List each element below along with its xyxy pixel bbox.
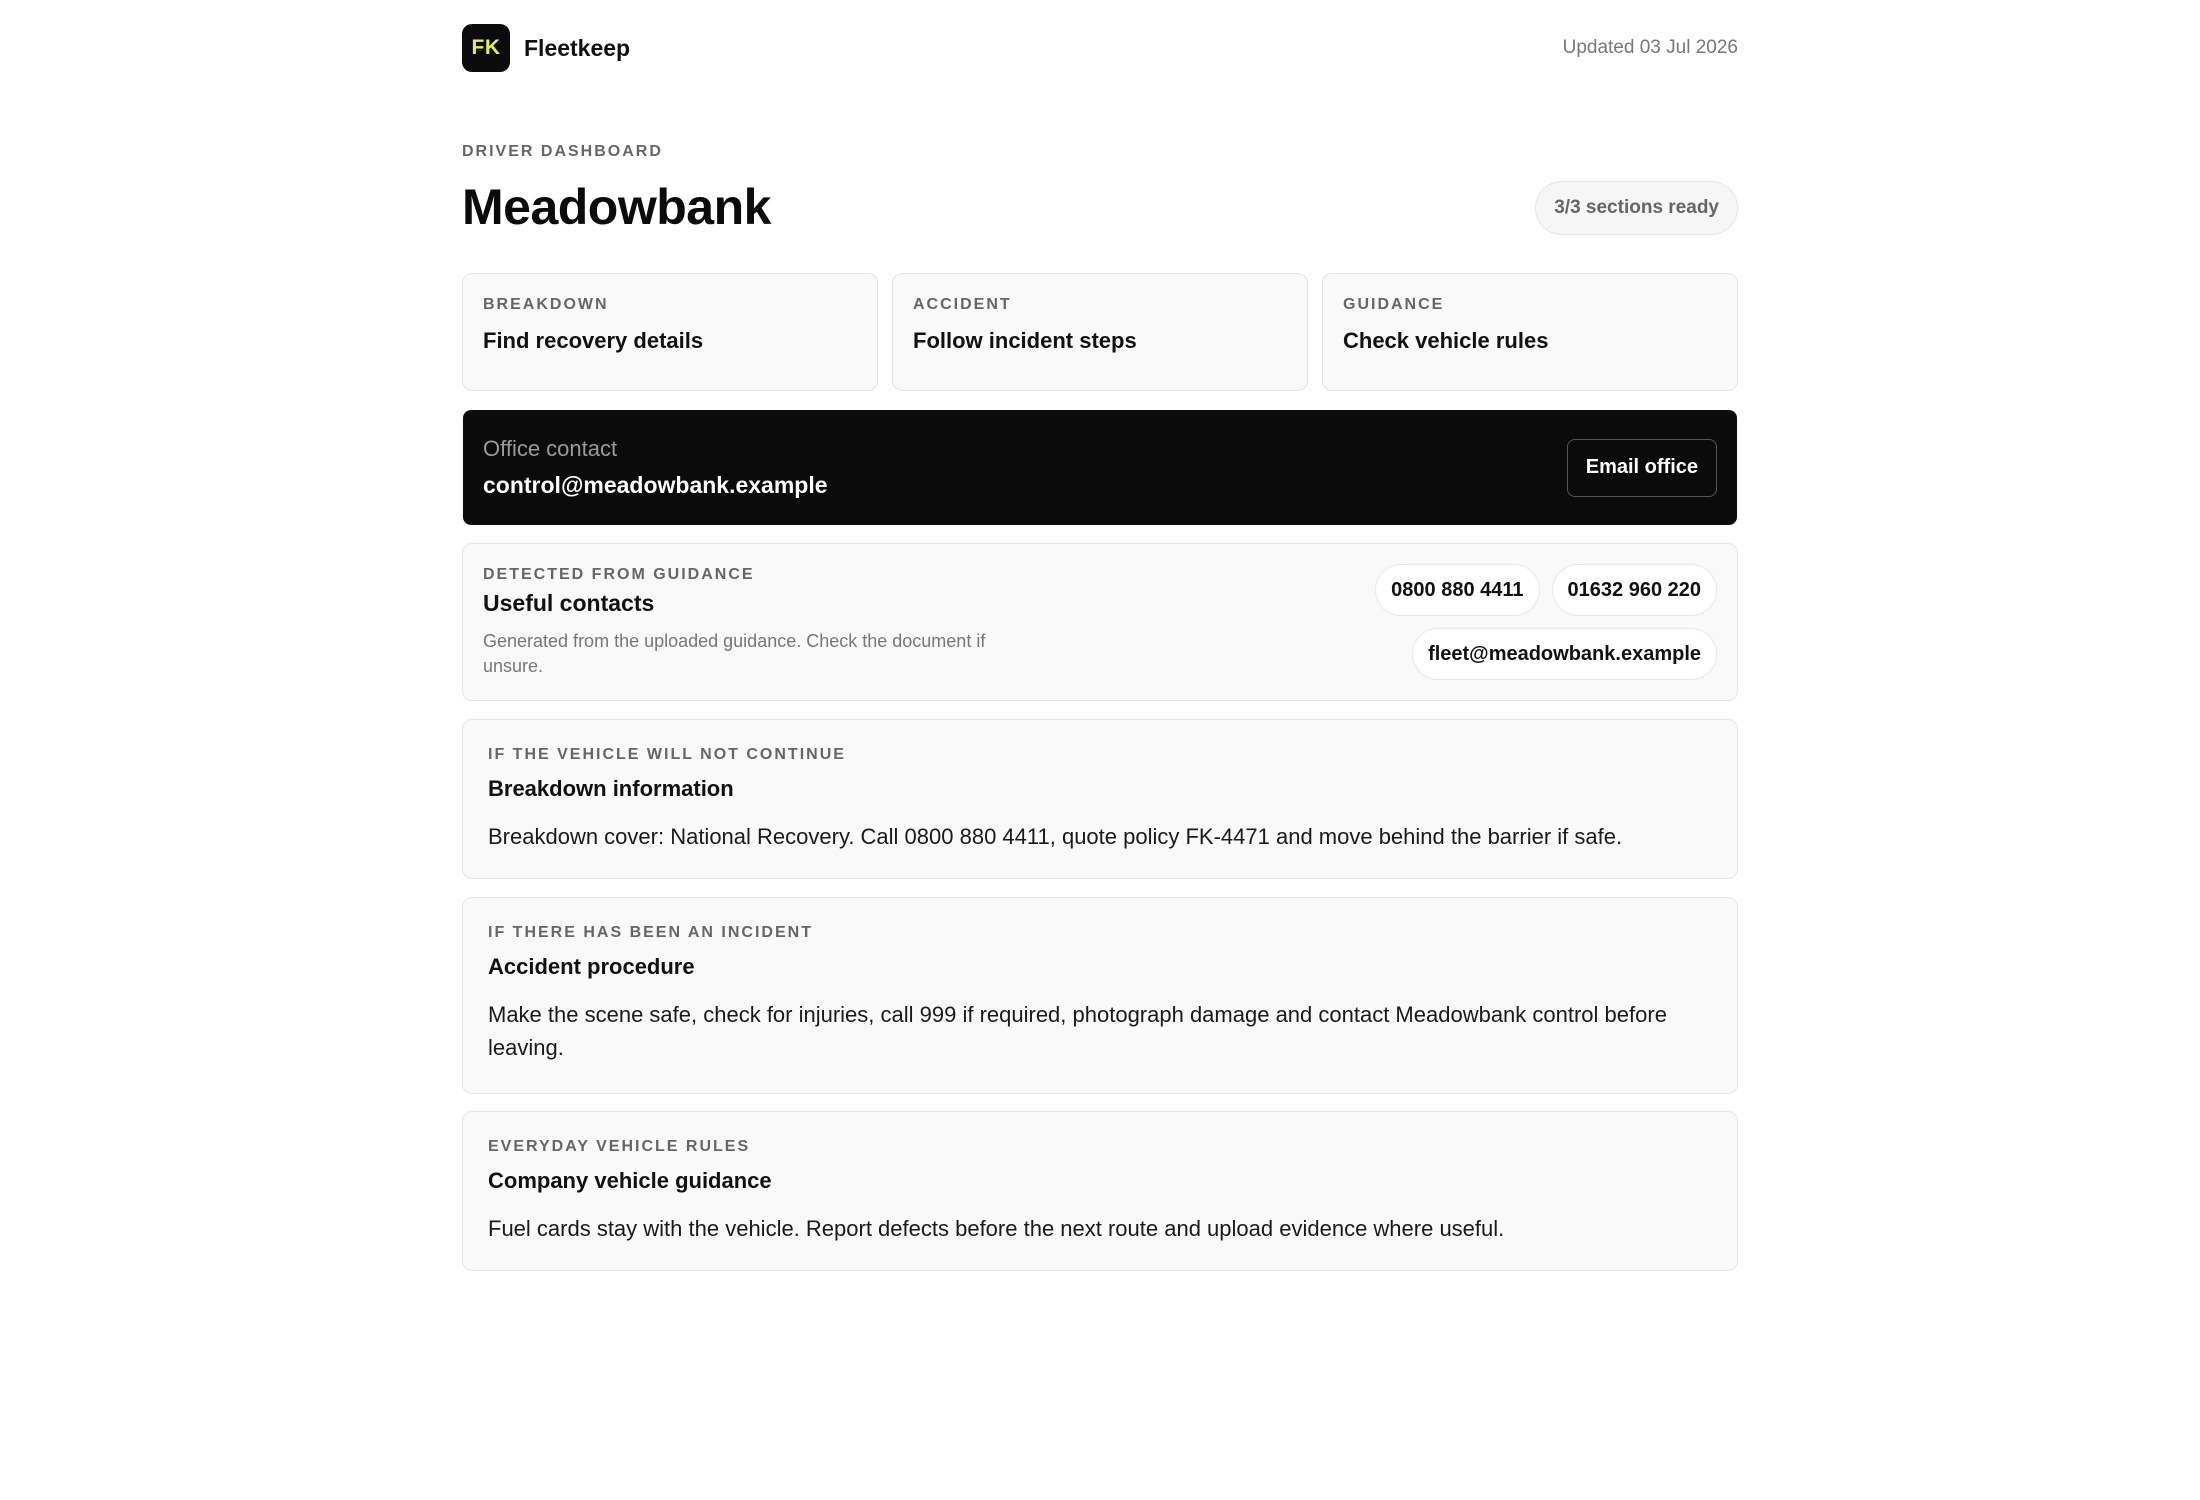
section-title: Company vehicle guidance — [488, 1168, 772, 1193]
sections-ready-badge: 3/3 sections ready — [1535, 181, 1738, 235]
office-contact-email: control@meadowbank.example — [483, 472, 828, 498]
brand-name: Fleetkeep — [524, 34, 631, 61]
section-title: Accident procedure — [488, 954, 695, 979]
section-eyebrow: IF THE VEHICLE WILL NOT CONTINUE — [488, 746, 846, 763]
useful-contacts-eyebrow: DETECTED FROM GUIDANCE — [483, 566, 755, 583]
email-office-button[interactable]: Email office — [1567, 439, 1717, 497]
fleetkeep-logo: FK — [462, 24, 510, 72]
section-eyebrow: IF THERE HAS BEEN AN INCIDENT — [488, 924, 813, 941]
card-accident[interactable] — [892, 273, 1308, 391]
section-accident-procedure — [462, 897, 1738, 1094]
brand[interactable] — [462, 24, 630, 72]
contact-chip-email[interactable]: fleet@meadowbank.example — [1412, 628, 1717, 680]
contact-chip-phone-recovery[interactable]: 0800 880 4411 — [1375, 564, 1539, 616]
card-eyebrow: GUIDANCE — [1343, 296, 1445, 313]
section-body: Breakdown cover: National Recovery. Call 0800 880 4411, quote policy FK-4471 and move behind the barrier if safe. — [488, 824, 1623, 849]
card-eyebrow: ACCIDENT — [913, 296, 1012, 313]
useful-contacts-panel — [462, 543, 1738, 701]
page-eyebrow: DRIVER DASHBOARD — [462, 143, 663, 160]
top-bar — [462, 24, 1738, 72]
card-title: Find recovery details — [483, 328, 704, 353]
section-company-vehicle-guidance — [462, 1111, 1738, 1271]
useful-contacts-description: Generated from the uploaded guidance. Check the document if unsure. — [483, 631, 986, 676]
office-contact-text — [483, 436, 828, 499]
page-title: Meadowbank — [462, 179, 771, 235]
updated-date: Updated 03 Jul 2026 — [1562, 37, 1738, 58]
card-breakdown[interactable] — [462, 273, 878, 391]
contact-chips-row — [1375, 564, 1717, 616]
contact-chips-row — [1412, 628, 1717, 680]
card-eyebrow: BREAKDOWN — [483, 296, 609, 313]
office-contact-banner — [463, 410, 1737, 525]
section-body: Make the scene safe, check for injuries, call 999 if required, photograph damage and contact Meadowbank control before leaving. — [488, 1002, 1667, 1060]
card-title: Follow incident steps — [913, 328, 1137, 353]
section-eyebrow: EVERYDAY VEHICLE RULES — [488, 1138, 751, 1155]
useful-contacts-title: Useful contacts — [483, 590, 655, 616]
section-title: Breakdown information — [488, 776, 734, 801]
card-guidance[interactable] — [1322, 273, 1738, 391]
contact-chip-phone-office[interactable]: 01632 960 220 — [1552, 564, 1717, 616]
quick-cards — [462, 273, 1738, 391]
office-contact-label: Office contact — [483, 436, 618, 461]
card-title: Check vehicle rules — [1343, 328, 1549, 353]
section-body: Fuel cards stay with the vehicle. Report defects before the next route and upload evidence where useful. — [488, 1216, 1505, 1241]
section-breakdown-information — [462, 719, 1738, 879]
